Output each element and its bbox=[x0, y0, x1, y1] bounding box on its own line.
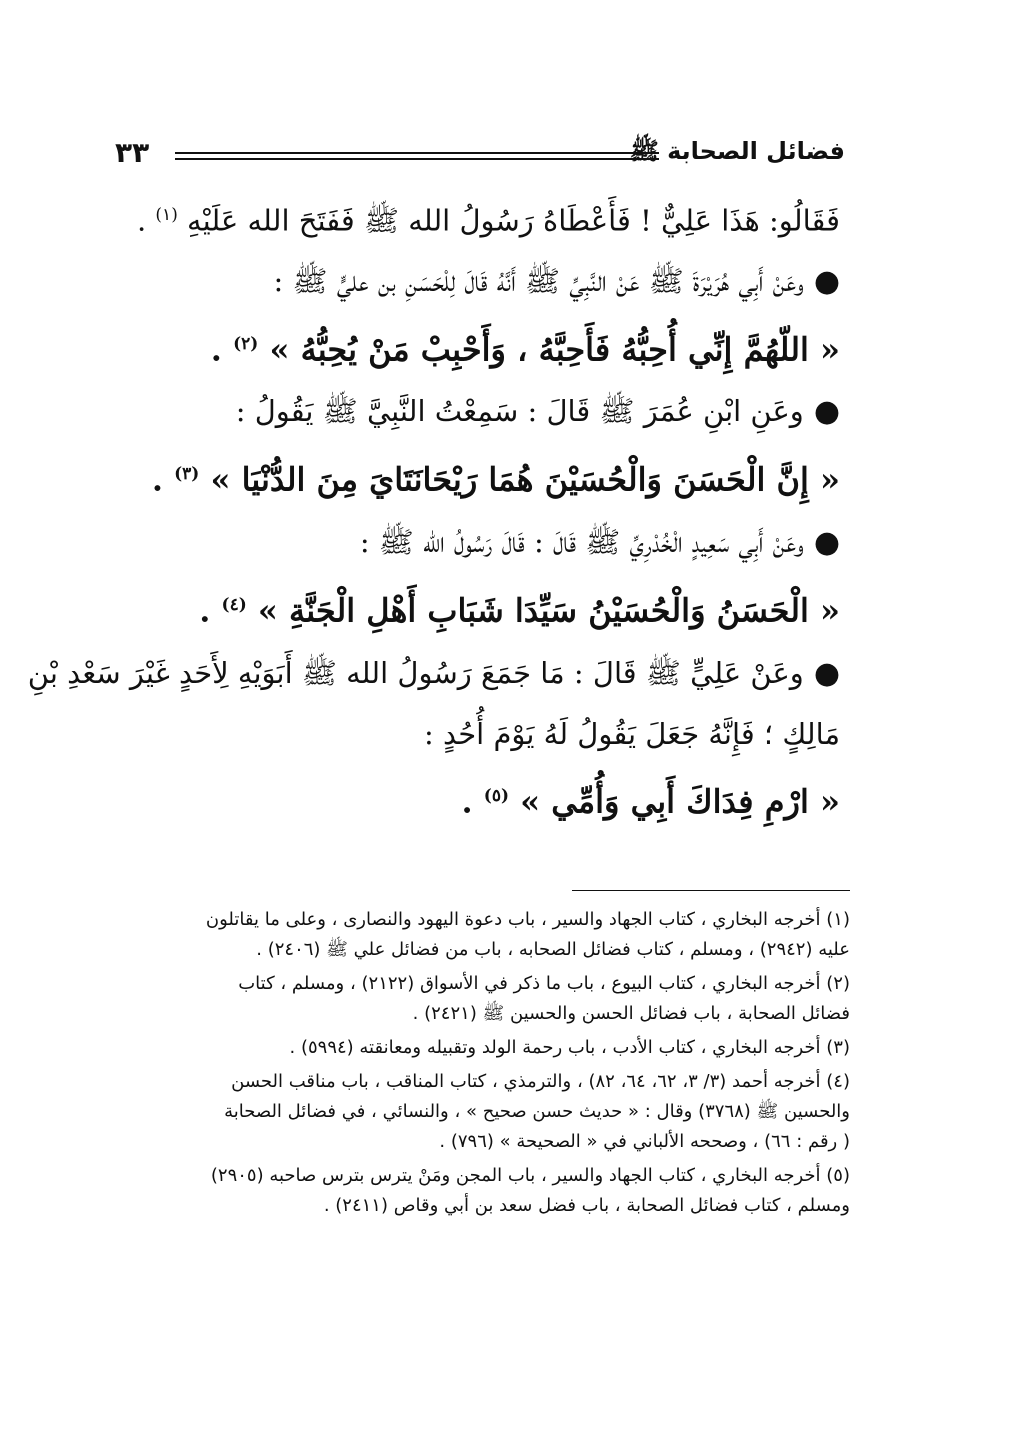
main-text bbox=[27, 185, 840, 833]
footnote-ref[interactable]: (٣) bbox=[174, 464, 200, 485]
footnotes bbox=[135, 905, 850, 1225]
page-header bbox=[115, 136, 845, 176]
footnote bbox=[135, 1161, 850, 1221]
footnote-line: (٤) أخرجه أحمد (٣/ ٣، ٦٢، ٦٤، ٨٢) ، والترمذي ، كتاب المناقب ، باب مناقب الحسن bbox=[231, 1071, 850, 1092]
line-end-punct: . bbox=[136, 203, 156, 238]
line-text: فَقَالُو: هَذَا عَلِيٌّ ! فَأَعْطَاهُ رَسُولُ الله ﷺ فَفَتَحَ الله عَلَيْهِ bbox=[187, 203, 840, 238]
hadith-quote-line bbox=[140, 312, 840, 382]
line-end-punct: . bbox=[461, 782, 484, 821]
hadith-quote-line bbox=[140, 573, 840, 643]
footnote-ref[interactable]: (٤) bbox=[221, 594, 247, 615]
line-text: « ارْمِ فِدَاكَ أَبِي وَأُمِّي » bbox=[520, 782, 840, 821]
footnote-line: فضائل الصحابة ، باب فضائل الحسن والحسين ﷺ (٢٤٢١) . bbox=[412, 1003, 850, 1024]
page-number: ٣٣ bbox=[115, 136, 150, 169]
footnote-ref[interactable]: (٢) bbox=[233, 333, 259, 354]
bullet-icon: ● bbox=[813, 655, 840, 691]
footnote-ref[interactable]: (٥) bbox=[483, 785, 510, 806]
footnote-line: (٢) أخرجه البخاري ، كتاب البيوع ، باب ما ذكر في الأسواق (٢١٢٢) ، ومسلم ، كتاب bbox=[238, 973, 850, 994]
footnote bbox=[135, 969, 850, 1029]
text-line bbox=[140, 704, 840, 764]
bullet-icon: ● bbox=[813, 394, 840, 430]
footnote-divider bbox=[572, 890, 850, 891]
hadith-quote-line bbox=[140, 764, 840, 834]
line-end-punct: . bbox=[199, 591, 222, 630]
footnote-line: (٣) أخرجه البخاري ، كتاب الأدب ، باب رحمة الولد وتقبيله ومعانقته (٥٩٩٤) . bbox=[289, 1037, 850, 1058]
footnote-line: (١) أخرجه البخاري ، كتاب الجهاد والسير ، باب دعوة اليهود والنصارى ، وعلى ما يقاتلون bbox=[205, 909, 850, 930]
text-line bbox=[140, 251, 840, 312]
line-text: « الْحَسَنُ وَالْحُسَيْنُ سَيِّدَا شَبَابِ أَهْلِ الْجَنَّةِ » bbox=[257, 591, 840, 630]
footnote bbox=[135, 905, 850, 965]
bullet-icon: ● bbox=[813, 263, 840, 299]
text-line bbox=[140, 381, 840, 442]
text-line bbox=[140, 512, 840, 573]
footnote-line: عليه (٢٩٤٢) ، ومسلم ، كتاب فضائل الصحابه ، باب من فضائل علي ﷺ (٢٤٠٦) . bbox=[256, 939, 850, 960]
footnote bbox=[135, 1067, 850, 1157]
line-text: « اللّهُمَّ إِنِّي أُحِبُّهُ فَأَحِبَّهُ ، وَأَحْبِبْ مَنْ يُحِبُّهُ » bbox=[269, 330, 840, 369]
line-text: « إِنَّ الْحَسَنَ وَالْحُسَيْنَ هُمَا رَيْحَانَتَايَ مِنَ الدُّنْيَا » bbox=[210, 460, 840, 499]
line-end-punct: . bbox=[210, 330, 234, 369]
footnote-line: والحسين ﷺ (٣٧٦٨) وقال : « حديث حسن صحيح » ، والنسائي ، في فضائل الصحابة bbox=[224, 1101, 850, 1122]
header-rule bbox=[175, 158, 659, 160]
footnote-line: ( رقم : ٦٦) ، وصححه الألباني في « الصحيحة » (٧٩٦) . bbox=[439, 1131, 850, 1152]
hadith-quote-line bbox=[140, 442, 840, 512]
bullet-icon: ● bbox=[813, 524, 840, 560]
line-text: وعَنِ ابْنِ عُمَرَ ﷺ قَالَ : سَمِعْتُ النَّبِيَّ ﷺ يَقُولُ : bbox=[235, 394, 804, 429]
line-text: وعَنْ أَبِي هُرَيْرَةَ ﷺ عَنْ النَّبِيِّ ﷺ أَنَّهُ قَالَ لِلْحَسَنِ بن عليٍّ ﷺ : bbox=[273, 263, 804, 298]
text-line bbox=[27, 643, 840, 704]
running-title: فضائل الصحابة ﷺ bbox=[629, 137, 845, 165]
header-rule bbox=[175, 152, 659, 154]
line-text: وعَنْ عَلِيٍّ ﷺ قَالَ : مَا جَمَعَ رَسُولُ الله ﷺ أَبَوَيْهِ لِأَحَدٍ غَيْرَ سَعْدِ بْنِ bbox=[27, 655, 804, 690]
footnote-line: ومسلم ، كتاب فضائل الصحابة ، باب فضل سعد بن أبي وقاص (٢٤١١) . bbox=[323, 1195, 850, 1216]
footnote bbox=[135, 1033, 850, 1063]
line-text: مَالِكٍ ؛ فَإِنَّهُ جَعَلَ يَقُولُ لَهُ يَوْمَ أُحُدٍ : bbox=[424, 716, 840, 751]
footnote-ref[interactable]: (١) bbox=[155, 205, 178, 225]
footnote-line: (٥) أخرجه البخاري ، كتاب الجهاد والسير ، باب المجن ومَنْ يترس بترس صاحبه (٢٩٠٥) bbox=[210, 1165, 850, 1186]
line-text: وعَنْ أَبِي سَعِيدٍ الْخُدْرِيِّ ﷺ قَالَ : قَالَ رَسُولُ الله ﷺ : bbox=[359, 524, 804, 559]
line-end-punct: . bbox=[151, 460, 175, 499]
text-line bbox=[136, 185, 840, 251]
